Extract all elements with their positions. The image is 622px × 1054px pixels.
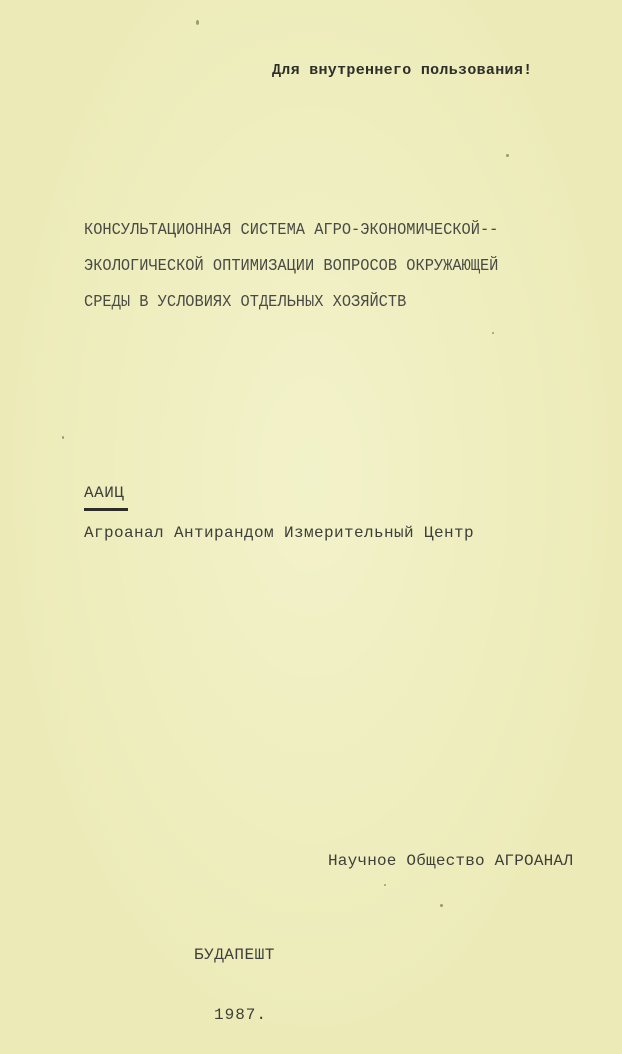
paper-speck <box>196 20 199 25</box>
title-line-3: СРЕДЫ В УСЛОВИЯХ ОТДЕЛЬНЫХ ХОЗЯЙСТВ <box>84 292 407 311</box>
title-line-1: КОНСУЛЬТАЦИОННАЯ СИСТЕМА АГРО-ЭКОНОМИЧЕСКОЙ-- <box>84 220 499 239</box>
paper-speck <box>62 436 64 439</box>
organization-abbreviation: ААИЦ <box>84 484 125 502</box>
paper-speck <box>384 884 386 886</box>
abbreviation-underline <box>84 508 128 511</box>
internal-use-notice: Для внутреннего пользования! <box>272 62 533 79</box>
city-name: БУДАПЕШТ <box>194 946 275 964</box>
title-line-2: ЭКОЛОГИЧЕСКОЙ ОПТИМИЗАЦИИ ВОПРОСОВ ОКРУЖАЮЩЕЙ <box>84 256 499 275</box>
organization-full-name: Агроанал Антирандом Измерительный Центр <box>84 524 475 542</box>
paper-speck <box>492 332 494 334</box>
paper-speck <box>506 154 509 157</box>
publication-year: 1987. <box>214 1006 268 1024</box>
society-name: Научное Общество АГРОАНАЛ <box>328 852 574 870</box>
paper-speck <box>440 904 443 907</box>
